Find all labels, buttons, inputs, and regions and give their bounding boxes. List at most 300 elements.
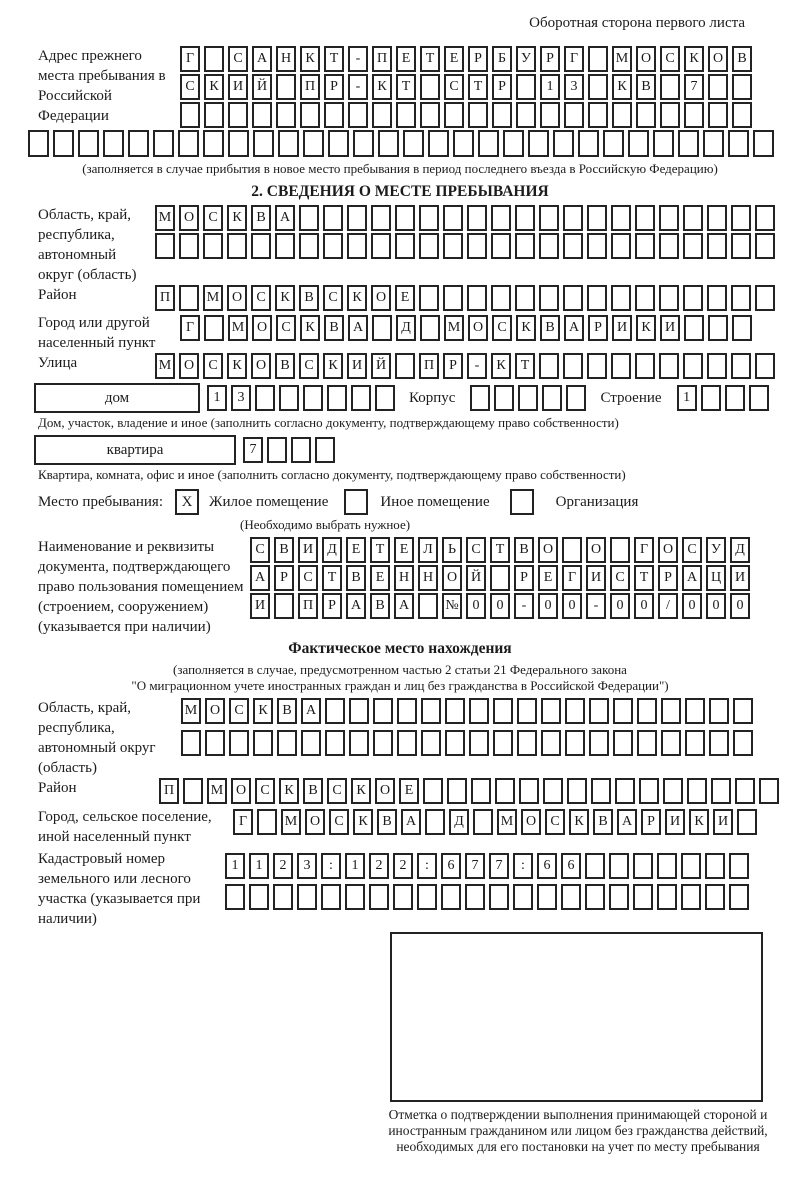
char-box[interactable]: [585, 884, 605, 910]
char-box[interactable]: М: [228, 315, 248, 341]
char-box[interactable]: [609, 853, 629, 879]
char-box[interactable]: К: [323, 353, 343, 379]
char-box[interactable]: В: [324, 315, 344, 341]
char-box[interactable]: [227, 233, 247, 259]
char-box[interactable]: П: [155, 285, 175, 311]
char-box[interactable]: [587, 205, 607, 231]
char-box[interactable]: Р: [274, 565, 294, 591]
char-box[interactable]: [733, 730, 753, 756]
char-box[interactable]: [324, 102, 344, 128]
checkbox-organizatsiya[interactable]: [510, 489, 534, 515]
char-box[interactable]: [323, 233, 343, 259]
char-box[interactable]: [732, 102, 752, 128]
char-box[interactable]: Е: [396, 46, 416, 72]
char-box[interactable]: [588, 74, 608, 100]
char-box[interactable]: К: [636, 315, 656, 341]
char-box[interactable]: М: [207, 778, 227, 804]
char-box[interactable]: О: [179, 353, 199, 379]
char-box[interactable]: [28, 130, 49, 157]
char-box[interactable]: П: [372, 46, 392, 72]
char-box[interactable]: И: [347, 353, 367, 379]
char-box[interactable]: Р: [443, 353, 463, 379]
char-box[interactable]: [471, 778, 491, 804]
char-box[interactable]: 6: [537, 853, 557, 879]
char-box[interactable]: 1: [677, 385, 697, 411]
char-box[interactable]: 2: [393, 853, 413, 879]
char-box[interactable]: [421, 730, 441, 756]
char-box[interactable]: [445, 730, 465, 756]
char-box[interactable]: С: [298, 565, 318, 591]
char-box[interactable]: Д: [322, 537, 342, 563]
char-box[interactable]: [609, 884, 629, 910]
char-box[interactable]: [633, 884, 653, 910]
char-box[interactable]: [657, 884, 677, 910]
char-box[interactable]: И: [228, 74, 248, 100]
char-box[interactable]: И: [586, 565, 606, 591]
char-box[interactable]: [709, 730, 729, 756]
char-box[interactable]: [564, 102, 584, 128]
char-box[interactable]: [503, 130, 524, 157]
char-box[interactable]: О: [538, 537, 558, 563]
char-box[interactable]: С: [203, 353, 223, 379]
char-box[interactable]: Т: [515, 353, 535, 379]
char-box[interactable]: У: [706, 537, 726, 563]
char-box[interactable]: [353, 130, 374, 157]
char-box[interactable]: [419, 233, 439, 259]
char-box[interactable]: [542, 385, 562, 411]
char-box[interactable]: 0: [634, 593, 654, 619]
char-box[interactable]: :: [321, 853, 341, 879]
char-box[interactable]: [683, 205, 703, 231]
char-box[interactable]: М: [444, 315, 464, 341]
char-box[interactable]: [732, 315, 752, 341]
char-box[interactable]: -: [586, 593, 606, 619]
char-box[interactable]: [345, 884, 365, 910]
char-box[interactable]: Е: [346, 537, 366, 563]
char-box[interactable]: [729, 853, 749, 879]
char-box[interactable]: [517, 730, 537, 756]
char-box[interactable]: А: [348, 315, 368, 341]
char-box[interactable]: М: [155, 205, 175, 231]
char-box[interactable]: [228, 102, 248, 128]
char-box[interactable]: [492, 102, 512, 128]
char-box[interactable]: [611, 233, 631, 259]
char-box[interactable]: -: [514, 593, 534, 619]
char-box[interactable]: К: [279, 778, 299, 804]
char-box[interactable]: [327, 385, 347, 411]
char-box[interactable]: [566, 385, 586, 411]
char-box[interactable]: :: [417, 853, 437, 879]
char-box[interactable]: [733, 698, 753, 724]
char-box[interactable]: [683, 285, 703, 311]
char-box[interactable]: С: [329, 809, 349, 835]
char-box[interactable]: [204, 46, 224, 72]
char-box[interactable]: [251, 233, 271, 259]
char-box[interactable]: К: [684, 46, 704, 72]
char-box[interactable]: [731, 205, 751, 231]
char-box[interactable]: [445, 698, 465, 724]
char-box[interactable]: [635, 285, 655, 311]
char-box[interactable]: К: [612, 74, 632, 100]
char-box[interactable]: К: [351, 778, 371, 804]
char-box[interactable]: С: [180, 74, 200, 100]
char-box[interactable]: [420, 102, 440, 128]
char-box[interactable]: О: [468, 315, 488, 341]
char-box[interactable]: [663, 778, 683, 804]
char-box[interactable]: В: [514, 537, 534, 563]
char-box[interactable]: [323, 205, 343, 231]
char-box[interactable]: [755, 205, 775, 231]
char-box[interactable]: [395, 233, 415, 259]
char-box[interactable]: [553, 130, 574, 157]
char-box[interactable]: Ь: [442, 537, 462, 563]
char-box[interactable]: [659, 285, 679, 311]
char-box[interactable]: М: [155, 353, 175, 379]
char-box[interactable]: О: [231, 778, 251, 804]
char-box[interactable]: В: [593, 809, 613, 835]
char-box[interactable]: В: [732, 46, 752, 72]
char-box[interactable]: [403, 130, 424, 157]
char-box[interactable]: [372, 102, 392, 128]
char-box[interactable]: К: [227, 353, 247, 379]
char-box[interactable]: [397, 730, 417, 756]
char-box[interactable]: [611, 285, 631, 311]
char-box[interactable]: [635, 205, 655, 231]
char-box[interactable]: [372, 315, 392, 341]
char-box[interactable]: [447, 778, 467, 804]
char-box[interactable]: [562, 537, 582, 563]
char-box[interactable]: [732, 74, 752, 100]
char-box[interactable]: [299, 205, 319, 231]
char-box[interactable]: 6: [561, 853, 581, 879]
char-box[interactable]: [255, 385, 275, 411]
char-box[interactable]: О: [375, 778, 395, 804]
char-box[interactable]: К: [204, 74, 224, 100]
char-box[interactable]: [703, 130, 724, 157]
char-box[interactable]: [701, 385, 721, 411]
char-box[interactable]: [587, 233, 607, 259]
char-box[interactable]: П: [159, 778, 179, 804]
char-box[interactable]: [465, 884, 485, 910]
char-box[interactable]: Н: [418, 565, 438, 591]
char-box[interactable]: [603, 130, 624, 157]
char-box[interactable]: 3: [564, 74, 584, 100]
char-box[interactable]: [759, 778, 779, 804]
char-box[interactable]: В: [377, 809, 397, 835]
char-box[interactable]: [470, 385, 490, 411]
char-box[interactable]: 3: [297, 853, 317, 879]
char-box[interactable]: [468, 102, 488, 128]
char-box[interactable]: [325, 698, 345, 724]
char-box[interactable]: [393, 884, 413, 910]
char-box[interactable]: [683, 233, 703, 259]
char-box[interactable]: [253, 730, 273, 756]
char-box[interactable]: -: [467, 353, 487, 379]
char-box[interactable]: 7: [684, 74, 704, 100]
char-box[interactable]: [473, 809, 493, 835]
char-box[interactable]: [53, 130, 74, 157]
char-box[interactable]: :: [513, 853, 533, 879]
char-box[interactable]: [541, 698, 561, 724]
char-box[interactable]: С: [682, 537, 702, 563]
char-box[interactable]: [543, 778, 563, 804]
char-box[interactable]: [657, 853, 677, 879]
char-box[interactable]: [443, 205, 463, 231]
char-box[interactable]: Г: [233, 809, 253, 835]
char-box[interactable]: [229, 730, 249, 756]
char-box[interactable]: 0: [490, 593, 510, 619]
char-box[interactable]: [443, 233, 463, 259]
char-box[interactable]: 1: [207, 385, 227, 411]
char-box[interactable]: Р: [468, 46, 488, 72]
char-box[interactable]: [563, 205, 583, 231]
char-box[interactable]: Г: [180, 46, 200, 72]
char-box[interactable]: [541, 730, 561, 756]
char-box[interactable]: [204, 102, 224, 128]
char-box[interactable]: С: [466, 537, 486, 563]
char-box[interactable]: [249, 884, 269, 910]
char-box[interactable]: [637, 698, 657, 724]
char-box[interactable]: [516, 74, 536, 100]
char-box[interactable]: [563, 285, 583, 311]
char-box[interactable]: [491, 205, 511, 231]
char-box[interactable]: С: [228, 46, 248, 72]
char-box[interactable]: О: [252, 315, 272, 341]
char-box[interactable]: [518, 385, 538, 411]
char-box[interactable]: К: [227, 205, 247, 231]
char-box[interactable]: 6: [441, 853, 461, 879]
char-box[interactable]: [528, 130, 549, 157]
char-box[interactable]: 2: [273, 853, 293, 879]
char-box[interactable]: О: [227, 285, 247, 311]
char-box[interactable]: [443, 285, 463, 311]
char-box[interactable]: [279, 385, 299, 411]
char-box[interactable]: [469, 698, 489, 724]
char-box[interactable]: [349, 730, 369, 756]
char-box[interactable]: А: [346, 593, 366, 619]
char-box[interactable]: [681, 853, 701, 879]
char-box[interactable]: М: [181, 698, 201, 724]
char-box[interactable]: О: [251, 353, 271, 379]
char-box[interactable]: [469, 730, 489, 756]
char-box[interactable]: [659, 233, 679, 259]
char-box[interactable]: [684, 102, 704, 128]
char-box[interactable]: С: [299, 353, 319, 379]
char-box[interactable]: [252, 102, 272, 128]
char-box[interactable]: [635, 353, 655, 379]
char-box[interactable]: [685, 698, 705, 724]
char-box[interactable]: Е: [370, 565, 390, 591]
char-box[interactable]: Р: [588, 315, 608, 341]
char-box[interactable]: 2: [369, 853, 389, 879]
char-box[interactable]: [181, 730, 201, 756]
char-box[interactable]: Р: [540, 46, 560, 72]
char-box[interactable]: [610, 537, 630, 563]
char-box[interactable]: 0: [706, 593, 726, 619]
char-box[interactable]: [585, 853, 605, 879]
char-box[interactable]: [467, 233, 487, 259]
char-box[interactable]: [425, 809, 445, 835]
char-box[interactable]: [589, 730, 609, 756]
char-box[interactable]: [420, 315, 440, 341]
char-box[interactable]: [204, 315, 224, 341]
char-box[interactable]: К: [491, 353, 511, 379]
char-box[interactable]: Т: [324, 46, 344, 72]
char-box[interactable]: [755, 233, 775, 259]
char-box[interactable]: Т: [490, 537, 510, 563]
char-box[interactable]: В: [299, 285, 319, 311]
char-box[interactable]: [708, 315, 728, 341]
char-box[interactable]: [396, 102, 416, 128]
char-box[interactable]: И: [612, 315, 632, 341]
char-box[interactable]: [687, 778, 707, 804]
char-box[interactable]: Г: [562, 565, 582, 591]
char-box[interactable]: [565, 698, 585, 724]
char-box[interactable]: [444, 102, 464, 128]
char-box[interactable]: [731, 285, 751, 311]
char-box[interactable]: [588, 102, 608, 128]
char-box[interactable]: [705, 884, 725, 910]
char-box[interactable]: 0: [610, 593, 630, 619]
char-box[interactable]: [515, 285, 535, 311]
char-box[interactable]: [495, 778, 515, 804]
char-box[interactable]: К: [347, 285, 367, 311]
char-box[interactable]: В: [277, 698, 297, 724]
char-box[interactable]: С: [610, 565, 630, 591]
char-box[interactable]: [578, 130, 599, 157]
char-box[interactable]: [467, 205, 487, 231]
char-box[interactable]: [348, 102, 368, 128]
char-box[interactable]: 3: [231, 385, 251, 411]
char-box[interactable]: [728, 130, 749, 157]
char-box[interactable]: [423, 778, 443, 804]
char-box[interactable]: С: [444, 74, 464, 100]
char-box[interactable]: К: [569, 809, 589, 835]
char-box[interactable]: Р: [324, 74, 344, 100]
char-box[interactable]: 0: [562, 593, 582, 619]
char-box[interactable]: А: [617, 809, 637, 835]
char-box[interactable]: [681, 884, 701, 910]
char-box[interactable]: [515, 205, 535, 231]
char-box[interactable]: С: [251, 285, 271, 311]
char-box[interactable]: [291, 437, 311, 463]
char-box[interactable]: [725, 385, 745, 411]
char-box[interactable]: [275, 233, 295, 259]
char-box[interactable]: Т: [634, 565, 654, 591]
char-box[interactable]: О: [205, 698, 225, 724]
char-box[interactable]: -: [348, 46, 368, 72]
char-box[interactable]: [513, 884, 533, 910]
char-box[interactable]: О: [521, 809, 541, 835]
char-box[interactable]: 7: [465, 853, 485, 879]
char-box[interactable]: [653, 130, 674, 157]
char-box[interactable]: С: [327, 778, 347, 804]
char-box[interactable]: [328, 130, 349, 157]
char-box[interactable]: [375, 385, 395, 411]
char-box[interactable]: И: [713, 809, 733, 835]
char-box[interactable]: М: [612, 46, 632, 72]
char-box[interactable]: [678, 130, 699, 157]
char-box[interactable]: О: [636, 46, 656, 72]
char-box[interactable]: [371, 233, 391, 259]
char-box[interactable]: [417, 884, 437, 910]
char-box[interactable]: [299, 233, 319, 259]
char-box[interactable]: [297, 884, 317, 910]
char-box[interactable]: [628, 130, 649, 157]
char-box[interactable]: К: [689, 809, 709, 835]
char-box[interactable]: [420, 74, 440, 100]
char-box[interactable]: Г: [634, 537, 654, 563]
char-box[interactable]: А: [275, 205, 295, 231]
char-box[interactable]: С: [545, 809, 565, 835]
char-box[interactable]: А: [252, 46, 272, 72]
char-box[interactable]: [539, 205, 559, 231]
char-box[interactable]: [349, 698, 369, 724]
char-box[interactable]: [591, 778, 611, 804]
char-box[interactable]: [276, 74, 296, 100]
char-box[interactable]: [179, 285, 199, 311]
char-box[interactable]: П: [298, 593, 318, 619]
char-box[interactable]: Р: [514, 565, 534, 591]
char-box[interactable]: М: [203, 285, 223, 311]
char-box[interactable]: 0: [538, 593, 558, 619]
char-box[interactable]: [587, 285, 607, 311]
char-box[interactable]: [378, 130, 399, 157]
char-box[interactable]: 1: [225, 853, 245, 879]
char-box[interactable]: 1: [540, 74, 560, 100]
char-box[interactable]: [729, 884, 749, 910]
char-box[interactable]: К: [253, 698, 273, 724]
char-box[interactable]: [636, 102, 656, 128]
char-box[interactable]: А: [401, 809, 421, 835]
char-box[interactable]: М: [497, 809, 517, 835]
char-box[interactable]: [637, 730, 657, 756]
char-box[interactable]: К: [516, 315, 536, 341]
char-box[interactable]: Т: [322, 565, 342, 591]
char-box[interactable]: [685, 730, 705, 756]
char-box[interactable]: Г: [564, 46, 584, 72]
char-box[interactable]: Л: [418, 537, 438, 563]
char-box[interactable]: [707, 233, 727, 259]
char-box[interactable]: [519, 778, 539, 804]
char-box[interactable]: [300, 102, 320, 128]
char-box[interactable]: К: [372, 74, 392, 100]
char-box[interactable]: [563, 233, 583, 259]
char-box[interactable]: Б: [492, 46, 512, 72]
char-box[interactable]: [539, 233, 559, 259]
char-box[interactable]: [278, 130, 299, 157]
char-box[interactable]: [491, 285, 511, 311]
char-box[interactable]: [325, 730, 345, 756]
char-box[interactable]: О: [371, 285, 391, 311]
char-box[interactable]: Р: [658, 565, 678, 591]
char-box[interactable]: К: [300, 46, 320, 72]
char-box[interactable]: [103, 130, 124, 157]
char-box[interactable]: Д: [449, 809, 469, 835]
char-box[interactable]: Т: [370, 537, 390, 563]
char-box[interactable]: 0: [730, 593, 750, 619]
char-box[interactable]: [683, 353, 703, 379]
char-box[interactable]: [418, 593, 438, 619]
char-box[interactable]: [612, 102, 632, 128]
char-box[interactable]: [539, 353, 559, 379]
char-box[interactable]: [180, 102, 200, 128]
char-box[interactable]: [565, 730, 585, 756]
char-box[interactable]: [205, 730, 225, 756]
char-box[interactable]: [737, 809, 757, 835]
char-box[interactable]: [611, 353, 631, 379]
char-box[interactable]: М: [281, 809, 301, 835]
